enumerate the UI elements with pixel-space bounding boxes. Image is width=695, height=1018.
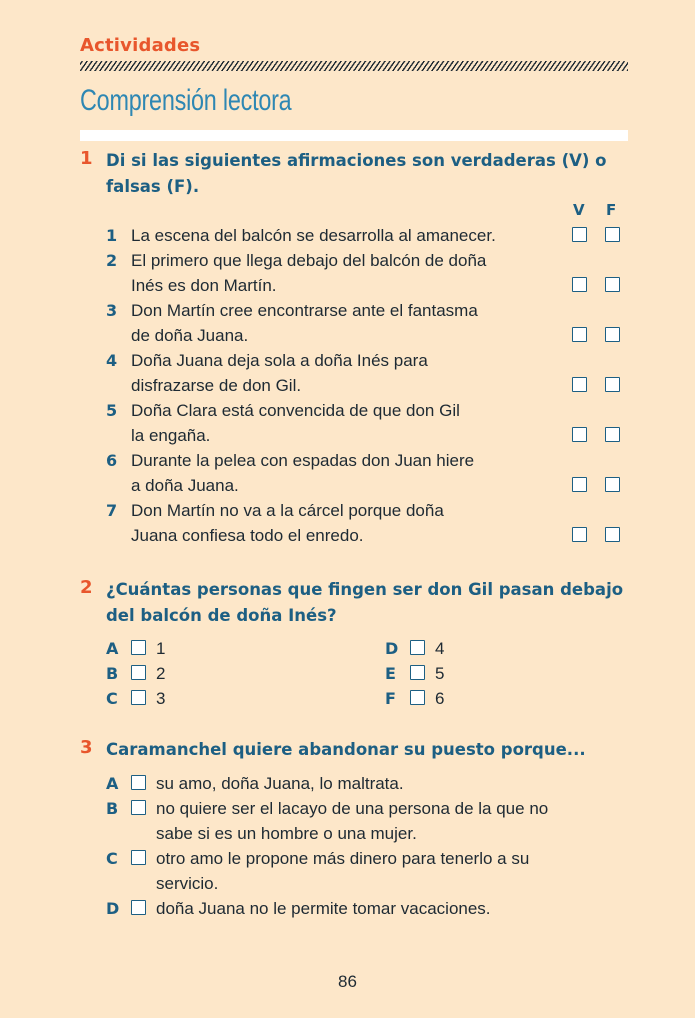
q3-option-a-text: su amo, doña Juana, lo maltrata. — [156, 774, 404, 793]
statement-3-text-line1: Don Martín cree encontrarse ante el fantasma — [131, 301, 478, 320]
column-false-header: F — [606, 201, 617, 219]
statement-1-text: La escena del balcón se desarrolla al amanecer. — [131, 226, 496, 245]
q3-option-d-text: doña Juana no le permite tomar vacaciones. — [156, 899, 491, 918]
statement-1-number: 1 — [106, 226, 118, 245]
q3-option-b-text-line1: no quiere ser el lacayo de una persona de la que no — [156, 799, 549, 818]
q3-option-a-letter: A — [106, 774, 119, 793]
statement-6-false-checkbox[interactable] — [605, 477, 620, 492]
q3-option-b-letter: B — [106, 799, 119, 818]
question-2-prompt-line2: del balcón de doña Inés? — [106, 606, 337, 625]
q3-option-c-letter: C — [106, 849, 118, 868]
q2-option-a-checkbox[interactable] — [131, 640, 146, 655]
statement-6-true-checkbox[interactable] — [572, 477, 587, 492]
statement-7-text-line2: Juana confiesa todo el enredo. — [131, 526, 364, 545]
statement-1-true-checkbox[interactable] — [572, 227, 587, 242]
statement-2-true-checkbox[interactable] — [572, 277, 587, 292]
statement-6-number: 6 — [106, 451, 118, 470]
statement-3-true-checkbox[interactable] — [572, 327, 587, 342]
hatched-divider — [80, 61, 628, 71]
q3-option-b-text-line2: sabe si es un hombre o una mujer. — [156, 824, 417, 843]
statement-5-number: 5 — [106, 401, 118, 420]
q2-option-e-letter: E — [385, 664, 396, 683]
statement-1-false-checkbox[interactable] — [605, 227, 620, 242]
question-2-number: 2 — [80, 577, 93, 598]
question-1-number: 1 — [80, 148, 93, 169]
page-title: Comprensión lectora — [80, 84, 292, 117]
statement-2-number: 2 — [106, 251, 118, 270]
statement-6-text-line1: Durante la pelea con espadas don Juan hiere — [131, 451, 475, 470]
statement-5-text-line2: la engaña. — [131, 426, 211, 445]
question-1-prompt-line2: falsas (F). — [106, 177, 200, 196]
q3-option-c-text-line1: otro amo le propone más dinero para tenerlo a su — [156, 849, 530, 868]
statement-7-number: 7 — [106, 501, 118, 520]
q3-option-c-text-line2: servicio. — [156, 874, 219, 893]
q2-option-e-text: 5 — [435, 664, 445, 683]
q2-option-f-letter: F — [385, 689, 396, 708]
q2-option-d-text: 4 — [435, 639, 445, 658]
q2-option-d-checkbox[interactable] — [410, 640, 425, 655]
q2-option-c-text: 3 — [156, 689, 166, 708]
q2-option-b-checkbox[interactable] — [131, 665, 146, 680]
statement-3-false-checkbox[interactable] — [605, 327, 620, 342]
statement-4-text-line1: Doña Juana deja sola a doña Inés para — [131, 351, 428, 370]
statement-5-true-checkbox[interactable] — [572, 427, 587, 442]
statement-7-text-line1: Don Martín no va a la cárcel porque doña — [131, 501, 444, 520]
statement-6-text-line2: a doña Juana. — [131, 476, 239, 495]
question-2-prompt-line1: ¿Cuántas personas que fingen ser don Gil pasan debajo — [106, 580, 624, 599]
q3-option-b-checkbox[interactable] — [131, 800, 146, 815]
statement-3-text-line2: de doña Juana. — [131, 326, 249, 345]
statement-2-text-line1: El primero que llega debajo del balcón de doña — [131, 251, 487, 270]
statement-5-text-line1: Doña Clara está convencida de que don Gil — [131, 401, 460, 420]
statement-7-true-checkbox[interactable] — [572, 527, 587, 542]
question-1-prompt-line1: Di si las siguientes afirmaciones son verdaderas (V) o — [106, 151, 607, 170]
statement-7-false-checkbox[interactable] — [605, 527, 620, 542]
statement-5-false-checkbox[interactable] — [605, 427, 620, 442]
q2-option-f-checkbox[interactable] — [410, 690, 425, 705]
q2-option-e-checkbox[interactable] — [410, 665, 425, 680]
statement-4-text-line2: disfrazarse de don Gil. — [131, 376, 302, 395]
question-3-prompt: Caramanchel quiere abandonar su puesto porque... — [106, 740, 586, 759]
q3-option-a-checkbox[interactable] — [131, 775, 146, 790]
q3-option-d-letter: D — [106, 899, 120, 918]
statement-4-number: 4 — [106, 351, 118, 370]
statement-4-true-checkbox[interactable] — [572, 377, 587, 392]
q2-option-a-letter: A — [106, 639, 119, 658]
q2-option-b-text: 2 — [156, 664, 166, 683]
section-tag: Actividades — [80, 35, 201, 56]
question-3-number: 3 — [80, 737, 93, 758]
q2-option-c-letter: C — [106, 689, 118, 708]
q2-option-f-text: 6 — [435, 689, 445, 708]
q2-option-b-letter: B — [106, 664, 119, 683]
q3-option-c-checkbox[interactable] — [131, 850, 146, 865]
statement-2-text-line2: Inés es don Martín. — [131, 276, 277, 295]
statement-2-false-checkbox[interactable] — [605, 277, 620, 292]
statement-3-number: 3 — [106, 301, 118, 320]
column-true-header: V — [573, 201, 585, 219]
q3-option-d-checkbox[interactable] — [131, 900, 146, 915]
statement-4-false-checkbox[interactable] — [605, 377, 620, 392]
title-underline-bar — [80, 130, 628, 141]
q2-option-c-checkbox[interactable] — [131, 690, 146, 705]
page-number: 86 — [338, 972, 357, 991]
q2-option-d-letter: D — [385, 639, 399, 658]
q2-option-a-text: 1 — [156, 639, 166, 658]
